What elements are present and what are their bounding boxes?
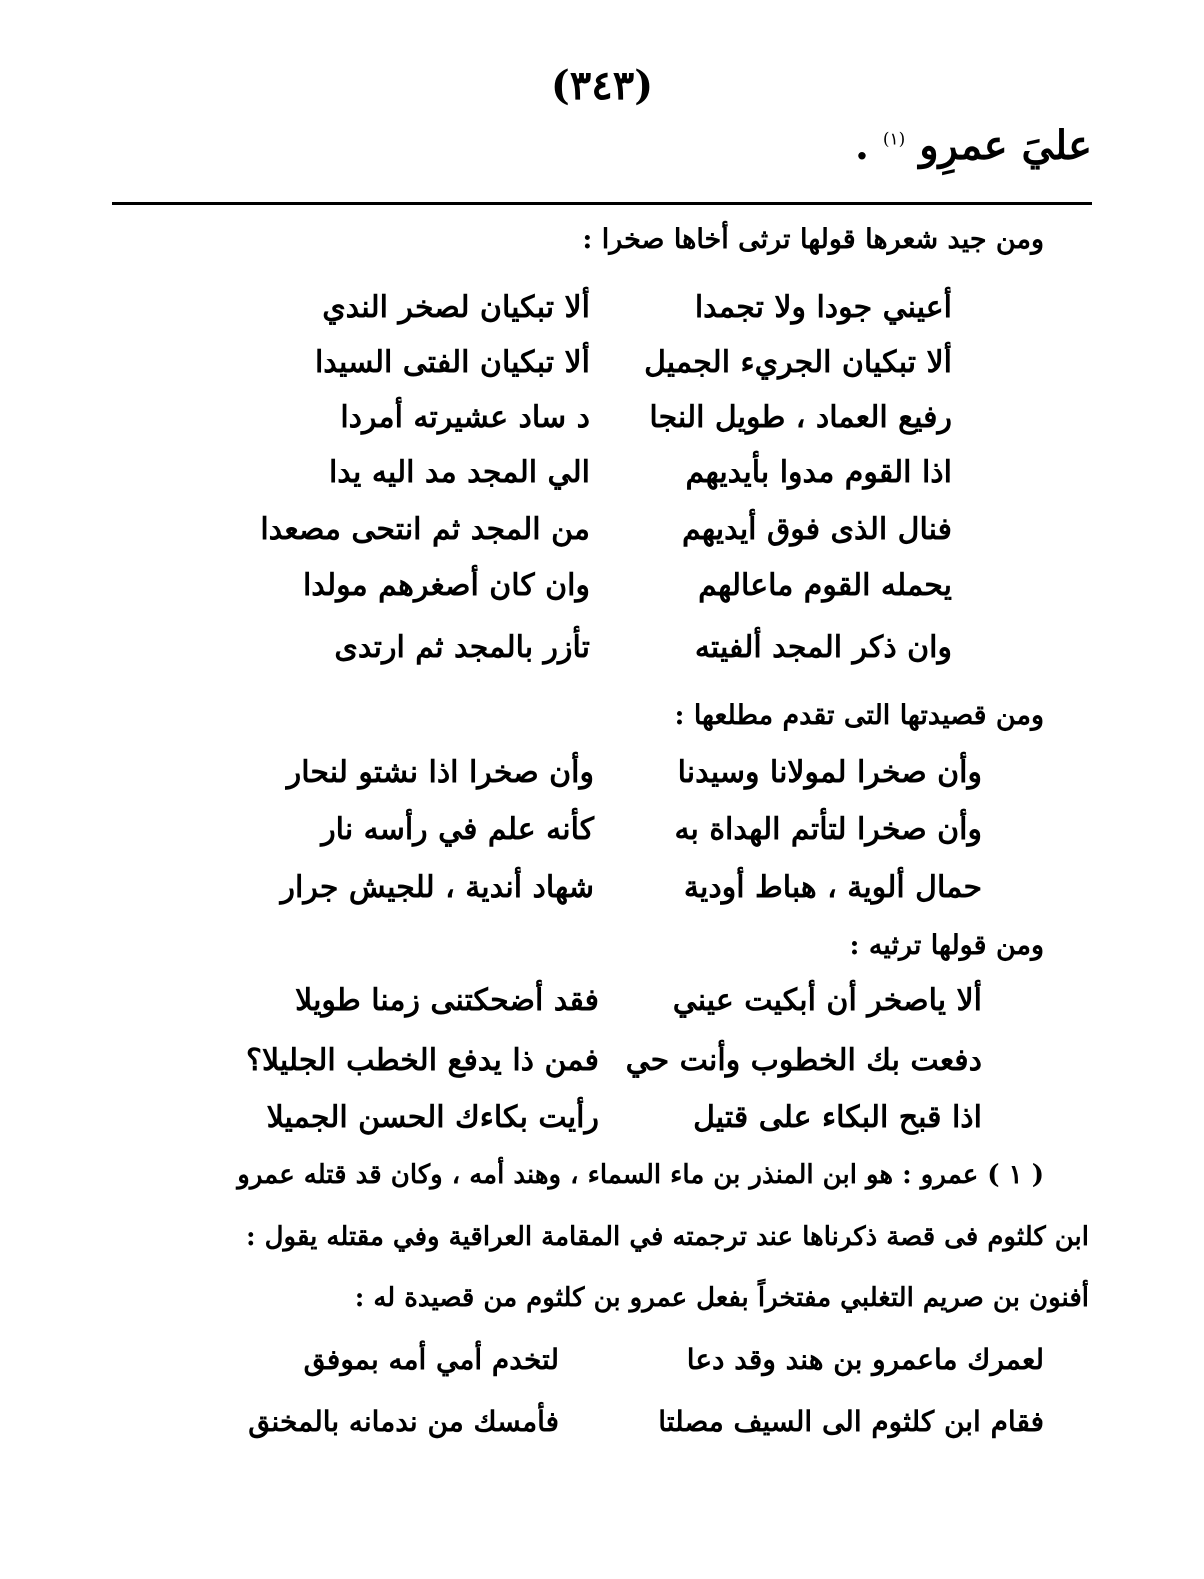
verse-second-hemistich: ألا تبكيان لصخر الندي [322,290,590,325]
verse-second-hemistich: ألا تبكيان الفتى السيدا [314,345,590,380]
header-dot: . [855,122,869,169]
verse-first-hemistich: وأن صخرا لمولانا وسيدنا [677,755,982,790]
verse-first-hemistich: حمال ألوية ، هباط أودية [683,870,982,905]
section-intro: ومن قولها ترثيه : [849,930,1044,961]
section-intro: ومن قصيدتها التى تقدم مطلعها : [674,700,1044,731]
footnote-line: ابن كلثوم فى قصة ذكرناها عند ترجمته في المقامة العراقية وفي مقتله يقول : [246,1222,1089,1252]
verse-second-hemistich: من المجد ثم انتحى مصعدا [260,512,590,547]
running-header [855,122,1092,169]
page-number: (٣٤٣) [550,62,654,109]
verse-second-hemistich: رأيت بكاءك الحسن الجميلا [266,1100,599,1135]
verse-first-hemistich: رفيع العماد ، طويل النجا [649,400,952,435]
verse-first-hemistich: اذا القوم مدوا بأيديهم [685,455,952,490]
verse-second-hemistich: فمن ذا يدفع الخطب الجليلا؟ [246,1043,599,1078]
verse-second-hemistich: شهاد أندية ، للجيش جرار [280,870,594,905]
footnote-verse-first: فقام ابن كلثوم الى السيف مصلتا [658,1405,1044,1438]
verse-first-hemistich: وان ذكر المجد ألفيته [694,630,952,665]
footnote-line: أفنون بن صريم التغلبي مفتخراً بفعل عمرو بن كلثوم من قصيدة له : [354,1283,1089,1313]
verse-first-hemistich: أعيني جودا ولا تجمدا [694,290,952,325]
verse-second-hemistich: كأنه علم في رأسه نار [321,812,594,847]
verse-second-hemistich: وان كان أصغرهم مولدا [302,568,590,603]
header-text: عليَ عمرِو [919,122,1092,169]
verse-first-hemistich: دفعت بك الخطوب وأنت حي [625,1043,982,1078]
footnote-verse-second: فأمسك من ندمانه بالمخنق [248,1405,559,1438]
verse-first-hemistich: اذا قبح البكاء على قتيل [693,1100,982,1135]
footnote-marker: (١) [882,129,906,150]
verse-second-hemistich: تأزر بالمجد ثم ارتدى [334,630,590,665]
footnote-verse-first: لعمرك ماعمرو بن هند وقد دعا [686,1343,1044,1376]
verse-first-hemistich: يحمله القوم ماعالهم [698,568,952,603]
verse-second-hemistich: فقد أضحكتنى زمنا طويلا [295,983,599,1018]
verse-first-hemistich: وأن صخرا لتأتم الهداة به [674,812,982,847]
verse-first-hemistich: فنال الذى فوق أيديهم [681,512,952,547]
verse-second-hemistich: د ساد عشيرته أمردا [340,400,590,435]
header-rule [112,202,1092,205]
verse-first-hemistich: ألا ياصخر أن أبكيت عيني [672,983,982,1018]
verse-second-hemistich: الي المجد مد اليه يدا [328,455,590,490]
verse-first-hemistich: ألا تبكيان الجريء الجميل [644,345,952,380]
footnote-verse-second: لتخدم أمي أمه بموفق [303,1343,559,1376]
section-intro: ومن جيد شعرها قولها ترثى أخاها صخرا : [582,224,1044,255]
footnote-line: ( ١ ) عمرو : هو ابن المنذر بن ماء السماء ، وهند أمه ، وكان قد قتله عمرو [237,1160,1044,1190]
verse-second-hemistich: وأن صخرا اذا نشتو لنحار [286,755,594,790]
